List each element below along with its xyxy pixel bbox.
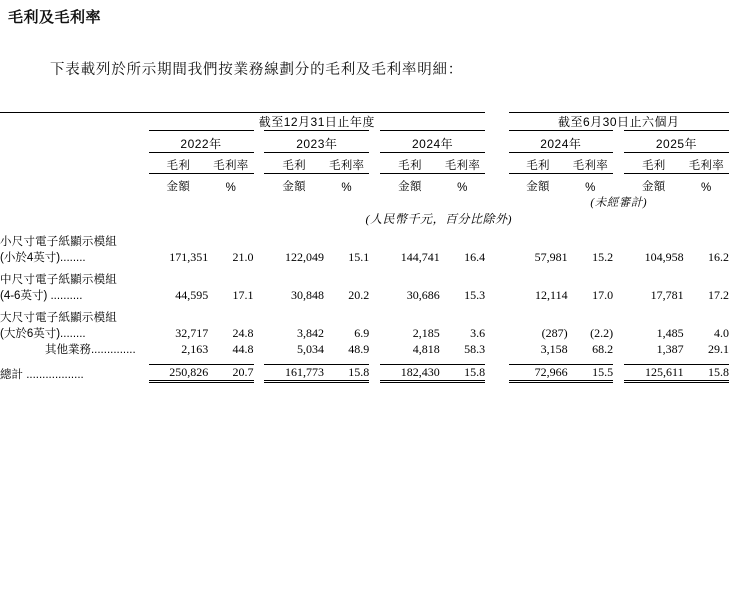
metric-header-gp-2023: 毛利 [282,160,306,172]
cell-total-gp-2024h1: 72,966 [534,365,568,379]
period-header-2024: 2024年 [411,137,454,151]
cell-large-gpm-2024h1: (2.2) [590,326,614,340]
sub-header-amount-2022: 金額 [166,181,191,193]
cell-medium-gpm-2022: 17.1 [232,288,254,302]
cell-small-gp-2022: 171,351 [169,250,209,264]
sub-header-pct-2025h1: % [701,182,712,194]
cell-large-gp-2025h1: 1,485 [656,326,684,340]
table-row [0,325,729,341]
group-header-annual: 截至12月31日止年度 [258,115,375,129]
metric-header-gpm-2023: 毛利率 [328,160,365,172]
cell-total-gp-2022: 250,826 [169,365,209,379]
cell-other-gp-2024: 4,818 [412,342,440,356]
cell-large-gpm-2024: 3.6 [470,326,486,340]
row-label-small-line2: (小於4英寸)........ [0,252,86,264]
metric-header-gp-2022: 毛利 [166,160,191,172]
row-label-large-line1: 大尺寸電子紙顯示模組 [0,312,117,324]
cell-total-gp-2025h1: 125,611 [645,365,684,379]
cell-medium-gpm-2023: 20.2 [348,288,370,302]
gross-profit-table [0,112,729,383]
row-label-medium-line2: (4-6英寸) .......... [0,290,83,302]
cell-medium-gp-2025h1: 17,781 [650,288,684,302]
group-header-interim: 截至6月30日止六個月 [557,115,680,129]
table-row [0,287,729,303]
cell-small-gp-2024h1: 57,981 [534,250,568,264]
table-row [0,341,729,357]
cell-total-gpm-2024: 15.8 [464,365,486,379]
total-bottom-rule [0,382,729,384]
page-title: 毛利及毛利率 [8,9,102,26]
sub-header-pct-2022: % [225,182,237,194]
metric-header-gpm-2024h1: 毛利率 [572,160,609,172]
sub-header-amount-2025h1: 金額 [641,181,666,193]
period-header-2024h1: 2024年 [540,137,582,151]
period-header-2025h1: 2025年 [655,137,698,151]
row-label-small-line1: 小尺寸電子紙顯示模組 [0,236,117,248]
row-label-total: 總計 .................. [0,368,84,381]
metric-header-gpm-2022: 毛利率 [213,160,249,172]
table-row-label-small-1 [0,227,729,249]
cell-medium-gp-2023: 30,848 [291,288,324,302]
period-header-2022: 2022年 [180,137,222,151]
cell-large-gp-2022: 32,717 [175,326,209,340]
metric-header-gpm-2024: 毛利率 [444,160,481,172]
group-header-row [0,113,729,131]
cell-total-gpm-2024h1: 15.5 [592,365,614,379]
cell-total-gpm-2022: 20.7 [232,365,254,379]
cell-total-gpm-2025h1: 15.8 [708,365,729,379]
sub-header-row [0,178,729,194]
row-label-large-line2: (大於6英寸)........ [0,328,86,340]
cell-other-gp-2023: 5,034 [297,342,324,356]
metric-header-gp-2025h1: 毛利 [641,160,666,172]
cell-small-gpm-2024: 16.4 [464,250,486,264]
cell-large-gpm-2025h1: 4.0 [714,326,729,340]
table-row-total [0,365,729,382]
cell-other-gp-2025h1: 1,387 [656,342,684,356]
cell-total-gp-2023: 161,773 [285,365,324,379]
units-note: (人民幣千元，百分比除外) [365,212,512,226]
cell-small-gpm-2023: 15.1 [348,250,370,264]
sub-header-amount-2024h1: 金額 [526,181,550,193]
total-spacer [0,357,729,365]
cell-total-gpm-2023: 15.8 [348,365,370,379]
period-header-row [0,135,729,153]
cell-small-gpm-2025h1: 16.2 [708,250,729,264]
sub-header-amount-2024: 金額 [398,181,422,193]
cell-medium-gp-2024: 30,686 [406,288,440,302]
cell-medium-gp-2022: 44,595 [175,288,209,302]
cell-large-gp-2023: 3,842 [297,326,324,340]
metric-header-gp-2024: 毛利 [398,160,422,172]
row-label-medium-line1: 中尺寸電子紙顯示模組 [0,274,117,286]
cell-medium-gpm-2024h1: 17.0 [592,288,614,302]
cell-other-gpm-2022: 44.8 [232,342,254,356]
cell-other-gp-2022: 2,163 [181,342,209,356]
table-row-label-large-1 [0,303,729,325]
sub-header-pct-2024h1: % [585,182,596,194]
unaudited-note: (未經審計) [590,197,648,209]
units-row [0,210,729,227]
cell-small-gp-2023: 122,049 [285,250,324,264]
metric-header-gpm-2025h1: 毛利率 [688,160,724,172]
cell-other-gp-2024h1: 3,158 [540,342,568,356]
cell-large-gpm-2022: 24.8 [232,326,254,340]
table-row-label-medium-1 [0,265,729,287]
row-label-other: 其他業務.............. [44,344,136,356]
cell-other-gpm-2023: 48.9 [348,342,370,356]
sub-header-pct-2023: % [341,182,352,194]
table-row [0,249,729,265]
cell-small-gpm-2022: 21.0 [232,250,254,264]
cell-small-gp-2025h1: 104,958 [644,250,684,264]
cell-large-gpm-2023: 6.9 [354,326,370,340]
cell-other-gpm-2025h1: 29.1 [708,342,729,356]
cell-small-gp-2024: 144,741 [400,250,440,264]
sub-header-pct-2024: % [457,182,468,194]
metric-header-row [0,157,729,174]
cell-medium-gpm-2025h1: 17.2 [708,288,729,302]
period-header-2023: 2023年 [296,137,338,151]
cell-other-gpm-2024h1: 68.2 [592,342,614,356]
cell-large-gp-2024h1: (287) [541,326,568,340]
unaudited-row [0,194,729,210]
cell-large-gp-2024: 2,185 [412,326,440,340]
lead-paragraph: 下表載列於所示期間我們按業務線劃分的毛利及毛利率明細： [50,62,464,78]
cell-medium-gpm-2024: 15.3 [464,288,486,302]
cell-small-gpm-2024h1: 15.2 [592,250,614,264]
cell-medium-gp-2024h1: 12,114 [535,288,568,302]
cell-total-gp-2024: 182,430 [400,365,440,379]
sub-header-amount-2023: 金額 [282,181,306,193]
metric-header-gp-2024h1: 毛利 [526,160,550,172]
cell-other-gpm-2024: 58.3 [464,342,486,356]
